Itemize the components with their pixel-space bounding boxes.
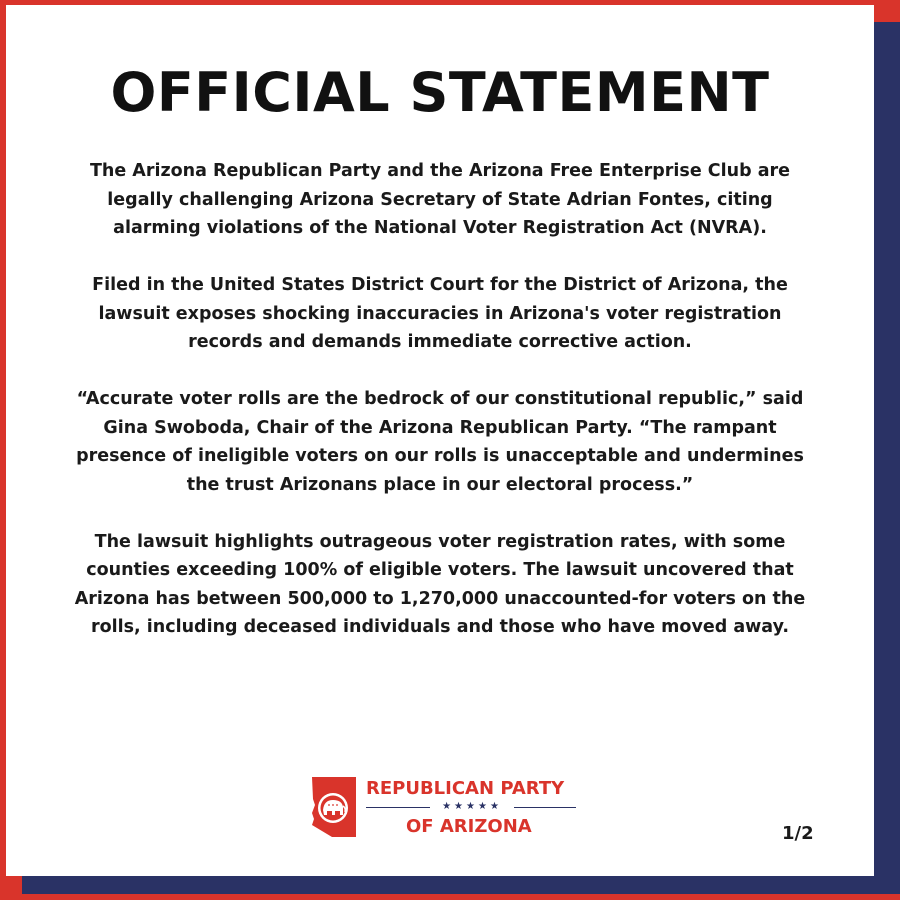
logo-party-name: REPUBLICAN PARTY: [366, 778, 565, 799]
paragraph-1: The Arizona Republican Party and the Arizona Free Enterprise Club are legally challenging Arizona Secretary of State Adrian Fontes, citing alarming violations of the National Voter Registration Act (NVRA).: [89, 161, 791, 238]
statement-body: [70, 157, 810, 670]
logo-state-name: OF ARIZONA: [406, 816, 532, 837]
paragraph-3: “Accurate voter rolls are the bedrock of our constitutional republic,” said Gina Swoboda, Chair of the Arizona Republican Party. “The rampant presence of ineligible voters on our rolls is unacceptable and undermines the trust Arizonans place in our electoral process.”: [76, 389, 804, 495]
logo-stars: ★★★★★: [442, 801, 502, 812]
statement-card: [6, 5, 874, 876]
logo-star-divider: [366, 799, 576, 815]
arizona-state-elephant-icon: [310, 775, 360, 841]
page-title: OFFICIAL STATEMENT: [110, 61, 770, 124]
paragraph-2: Filed in the United States District Court for the District of Arizona, the lawsuit exposes shocking inaccuracies in Arizona's voter registration records and demands immediate corrective action.: [92, 275, 788, 352]
party-logo: [310, 775, 600, 841]
paragraph-4: The lawsuit highlights outrageous voter registration rates, with some counties exceeding 100% of eligible voters. The lawsuit uncovered that Arizona has between 500,000 to 1,270,000 unaccounted-for voters on the rolls, including deceased individuals and those who have moved away.: [74, 531, 806, 637]
page-indicator: 1/2: [782, 823, 814, 844]
